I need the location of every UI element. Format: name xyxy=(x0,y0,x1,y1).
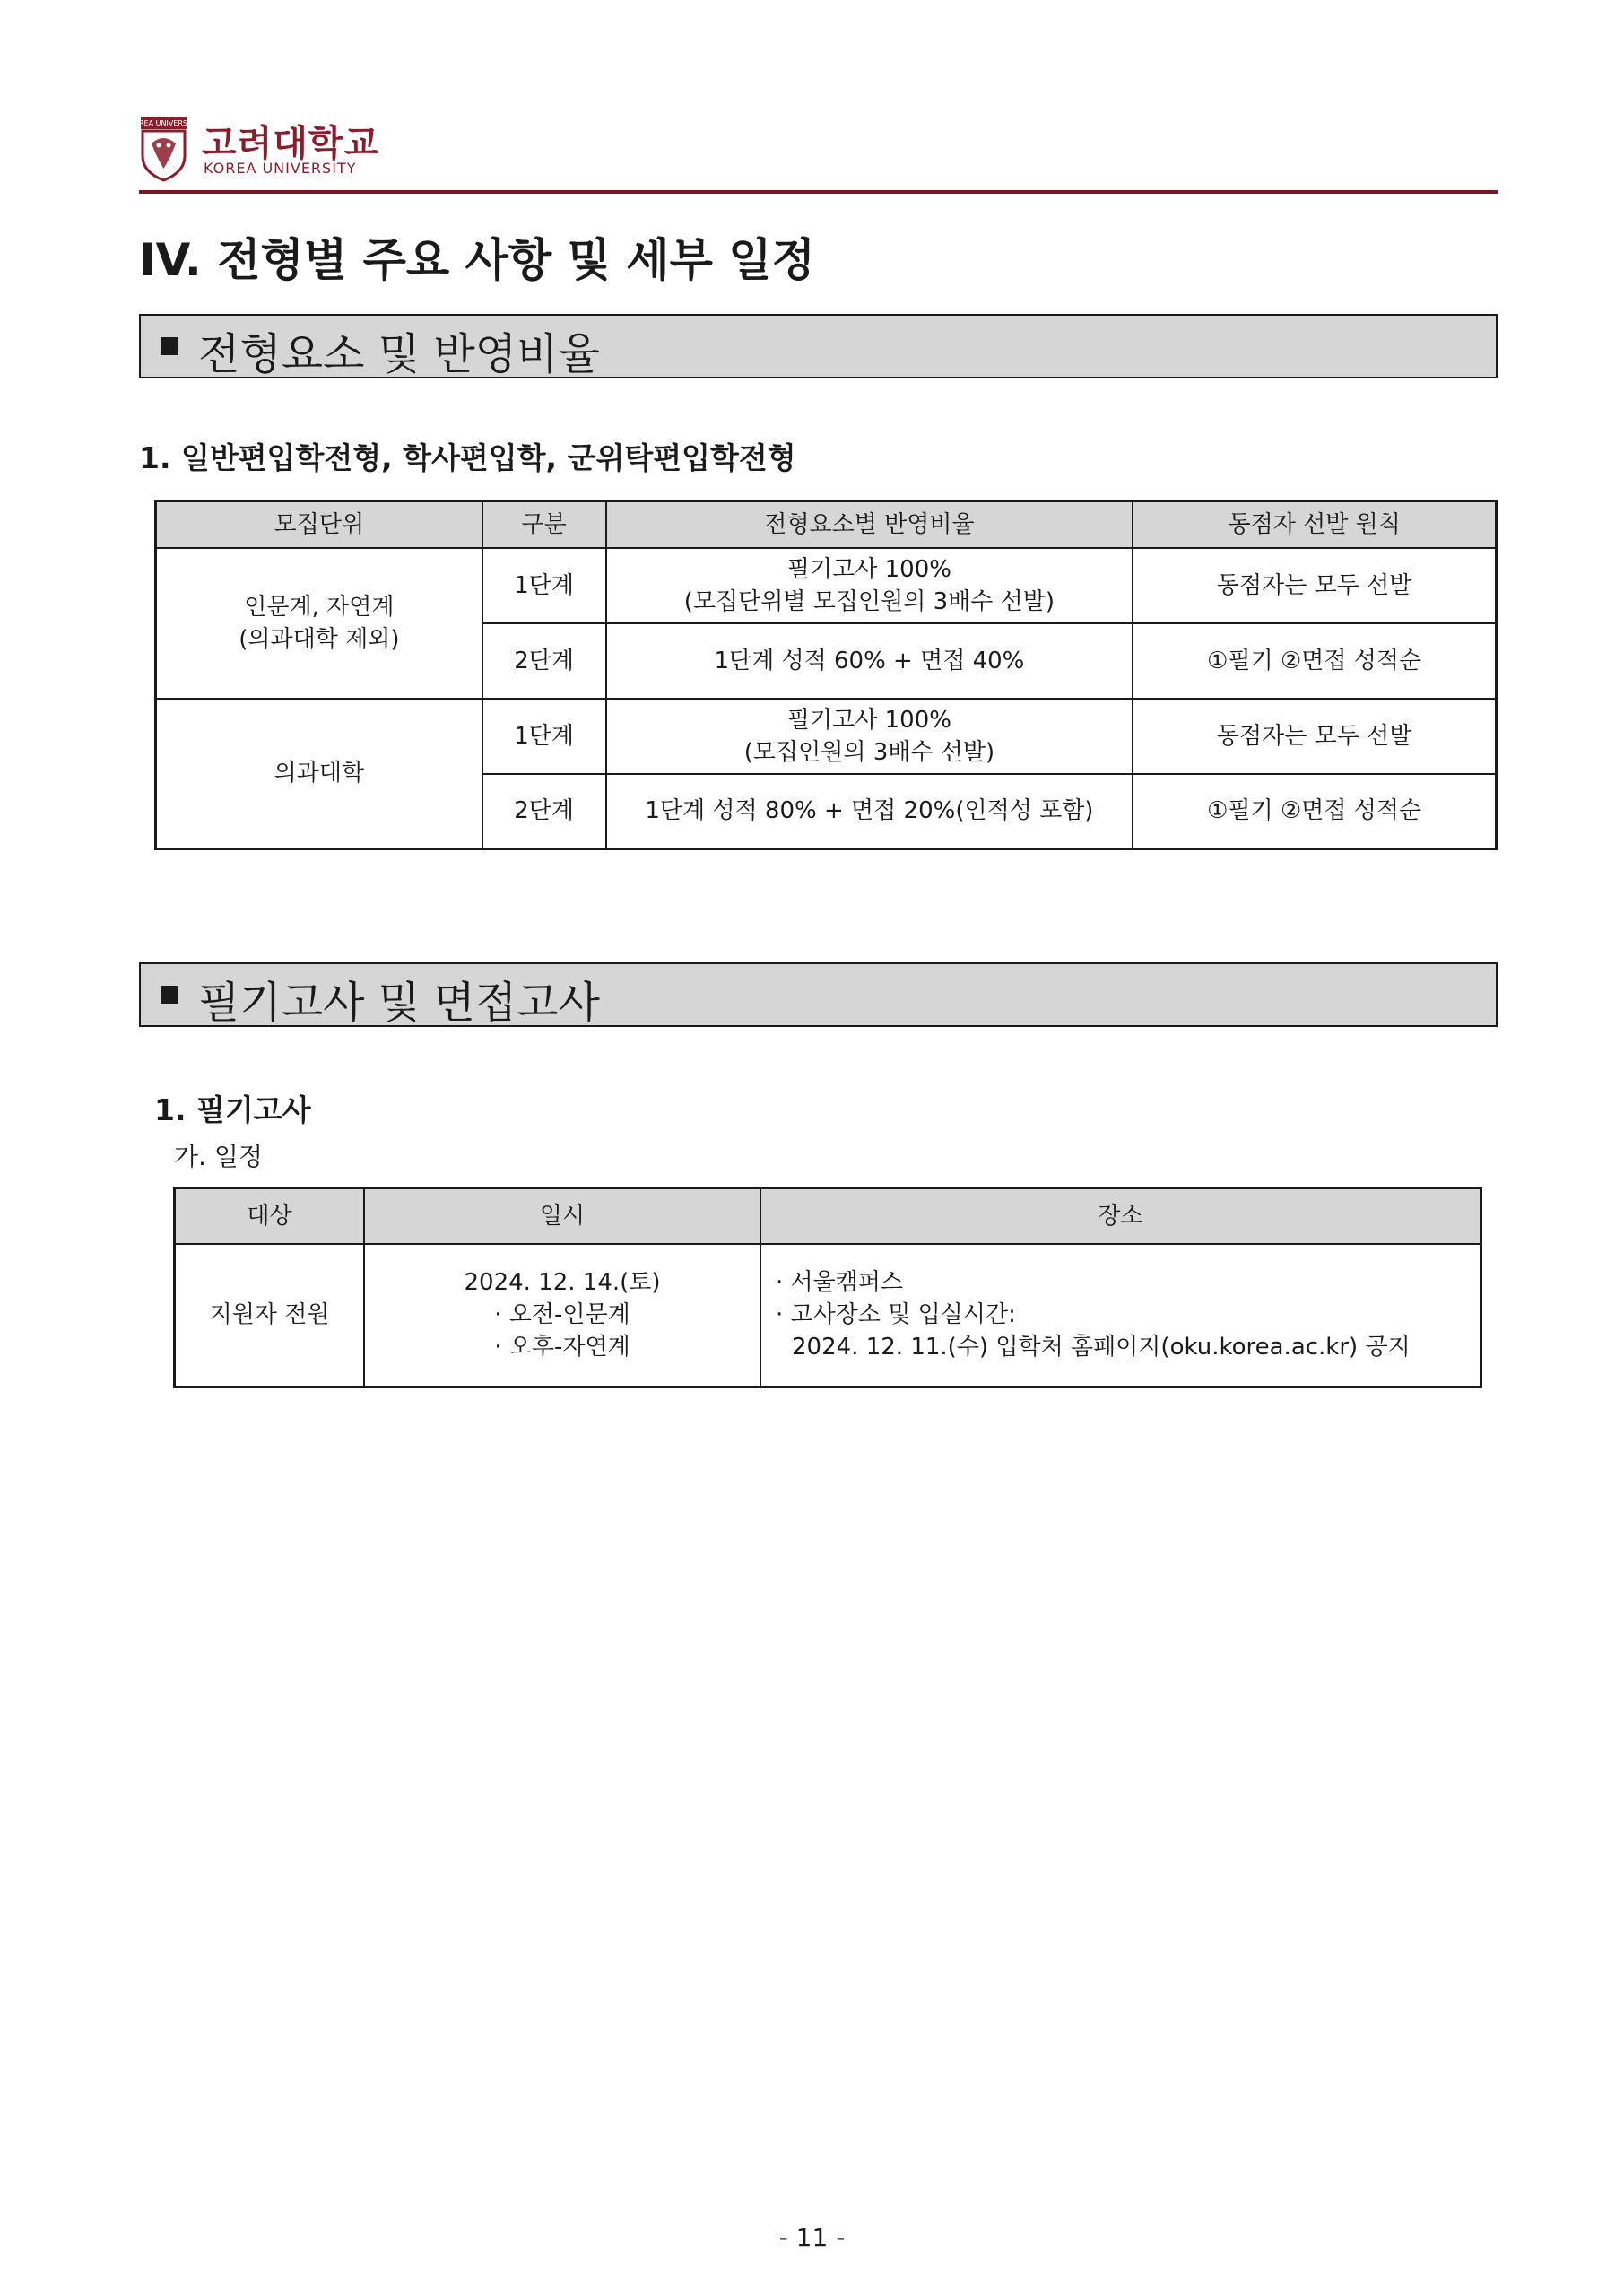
stage-cell: 1단계 xyxy=(482,548,606,623)
table-row xyxy=(156,699,1497,774)
ratio-text: 필기고사 100% xyxy=(786,706,951,734)
bullet-square-icon xyxy=(161,986,178,1004)
university-seal-icon xyxy=(128,117,199,181)
unit-text: 인문계, 자연계 xyxy=(244,593,395,621)
ratio-cell: 1단계 성적 80% + 면접 20%(인적성 포함) xyxy=(606,774,1133,849)
section-heading-text: 전형요소 및 반영비율 xyxy=(198,329,600,379)
datetime-text: · 오후-자연계 xyxy=(494,1334,630,1361)
datetime-text: 2024. 12. 14.(토) xyxy=(464,1269,661,1297)
logo-english-text: KOREA UNIVERSITY xyxy=(204,160,357,177)
ratio-cell: 1단계 성적 60% + 면접 40% xyxy=(606,623,1133,699)
ratio-text: 필기고사 100% xyxy=(786,555,951,583)
table-row xyxy=(175,1244,1481,1387)
table-row xyxy=(156,548,1497,623)
unit-cell: 의과대학 xyxy=(156,699,482,849)
page-title: IV. 전형별 주요 사항 및 세부 일정 xyxy=(139,234,815,286)
place-text: 2024. 12. 11.(수) 입학처 홈페이지(oku.korea.ac.kr) 공지 xyxy=(792,1334,1411,1361)
tie-cell: ①필기 ②면접 성적순 xyxy=(1133,623,1496,699)
stage-cell: 2단계 xyxy=(482,623,606,699)
datetime-cell xyxy=(364,1244,760,1387)
header-target: 대상 xyxy=(175,1188,365,1244)
place-cell xyxy=(760,1244,1481,1387)
section-heading-text: 필기고사 및 면접고사 xyxy=(198,978,600,1028)
section1-subheading: 1. 일반편입학전형, 학사편입학, 군위탁편입학전형 xyxy=(139,440,796,475)
tie-cell: 동점자는 모두 선발 xyxy=(1133,548,1496,623)
table-header-row xyxy=(175,1188,1481,1244)
ratio-text: (모집단위별 모집인원의 3배수 선발) xyxy=(683,587,1055,615)
header-ratio: 전형요소별 반영비율 xyxy=(606,501,1133,548)
section-heading-weights xyxy=(139,314,1498,378)
korea-university-logo xyxy=(128,117,381,184)
logo-korean-text: 고려대학교 xyxy=(202,123,380,164)
header-stage: 구분 xyxy=(482,501,606,548)
tie-cell: ①필기 ②면접 성적순 xyxy=(1133,774,1496,849)
unit-cell xyxy=(156,548,482,699)
schedule-label: 가. 일정 xyxy=(174,1142,263,1171)
stage-cell: 1단계 xyxy=(482,699,606,774)
table-header-row xyxy=(156,501,1497,548)
header-datetime: 일시 xyxy=(364,1188,760,1244)
datetime-text: · 오전-인문계 xyxy=(494,1301,630,1329)
seal-text: KOREA UNIVERSITY xyxy=(128,119,199,127)
bullet-square-icon xyxy=(161,337,178,355)
section-heading-exams xyxy=(139,962,1498,1027)
section2-subheading: 1. 필기고사 xyxy=(154,1092,311,1127)
header-unit: 모집단위 xyxy=(156,501,482,548)
header-place: 장소 xyxy=(760,1188,1481,1244)
place-text: · 서울캠퍼스 xyxy=(776,1269,904,1297)
place-text: · 고사장소 및 입실시간: xyxy=(776,1301,1016,1329)
page-number: - 11 - xyxy=(778,2222,846,2252)
ratio-cell xyxy=(606,699,1133,774)
stage-cell: 2단계 xyxy=(482,774,606,849)
ratio-cell xyxy=(606,548,1133,623)
header-tie-rule: 동점자 선발 원칙 xyxy=(1133,501,1496,548)
selection-weights-table xyxy=(154,500,1498,850)
written-exam-schedule-table xyxy=(173,1187,1482,1388)
ratio-text: (모집인원의 3배수 선발) xyxy=(743,738,995,766)
header-rule xyxy=(139,190,1498,194)
tie-cell: 동점자는 모두 선발 xyxy=(1133,699,1496,774)
unit-text: (의과대학 제외) xyxy=(239,625,400,653)
target-cell: 지원자 전원 xyxy=(175,1244,365,1387)
